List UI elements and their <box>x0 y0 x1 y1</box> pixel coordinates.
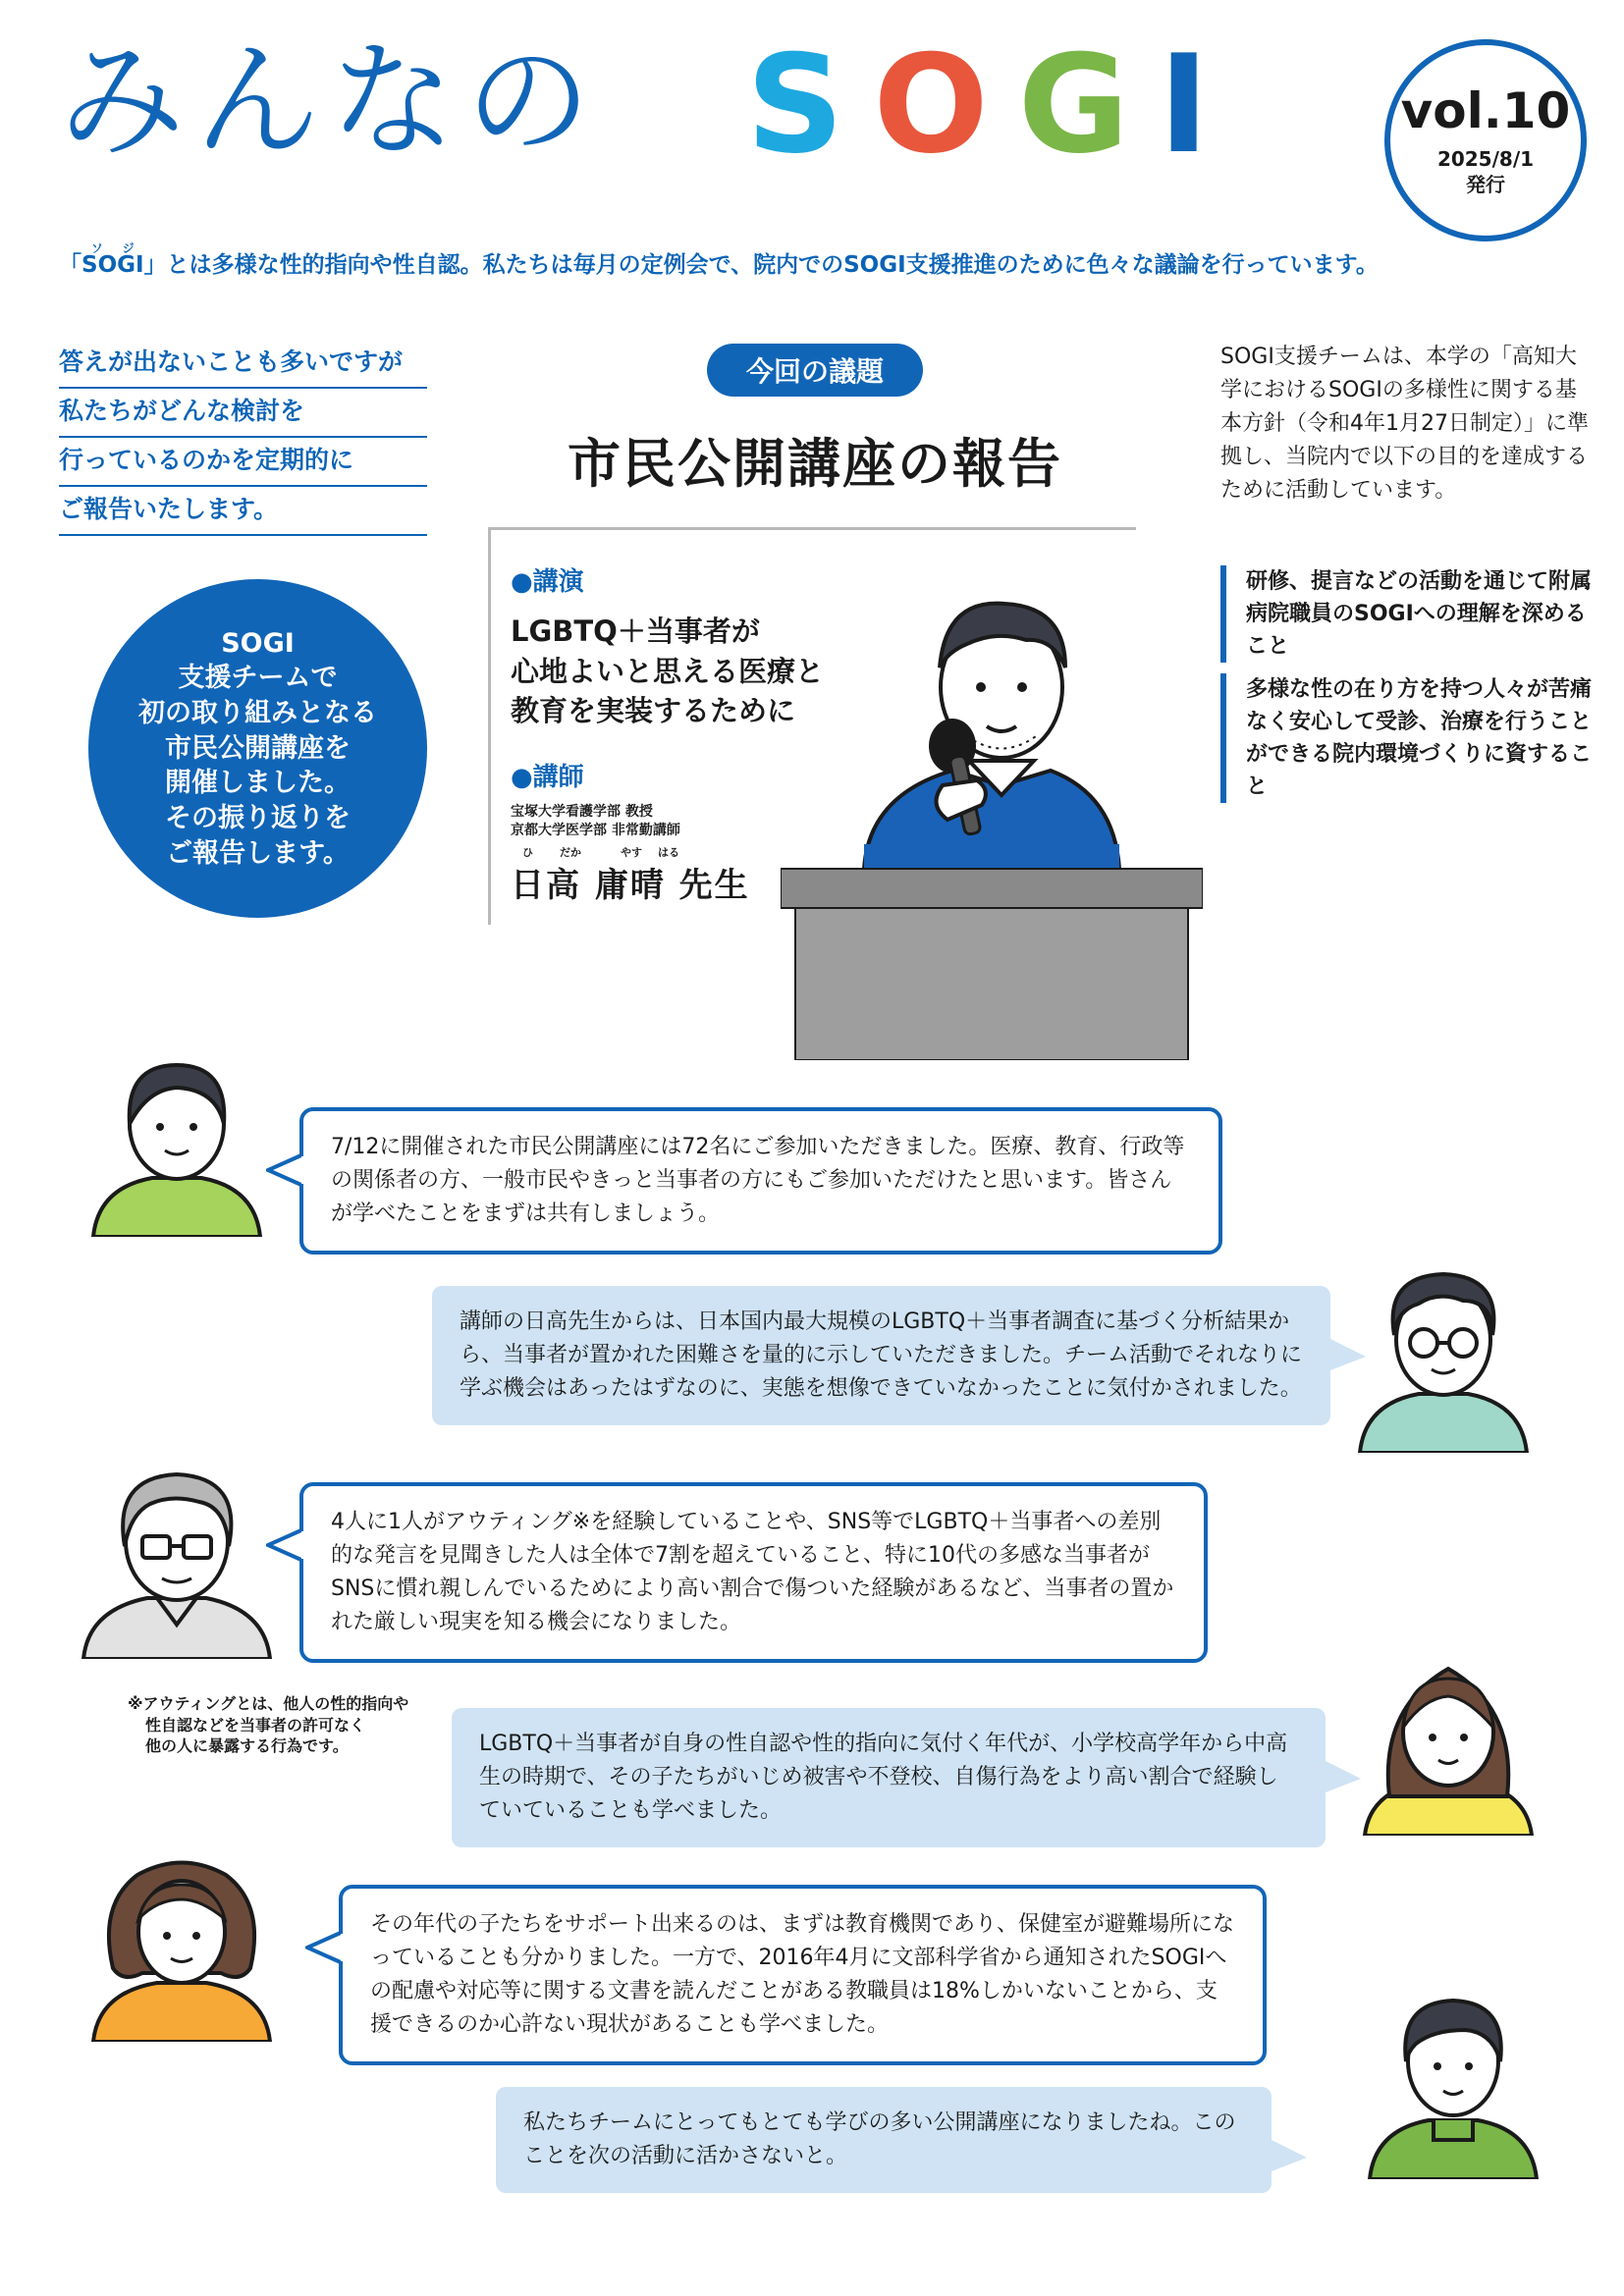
lecturer-affiliation: 京都大学医学部 非常勤講師 <box>511 822 680 838</box>
circle-line: SOGI <box>221 627 295 659</box>
title-letter-o: O <box>873 26 1018 184</box>
avatar-person-6 <box>1355 1973 1551 2179</box>
dialogue-bubble-4 <box>452 1708 1326 1847</box>
bubble-tail <box>266 1150 303 1190</box>
goal-item: 研修、提言などの活動を通じて附属病院職員のSOGIへの理解を深めること <box>1220 565 1594 663</box>
volume-badge <box>1384 39 1587 241</box>
dialogue-text: その年代の子たちをサポート出来るのは、まずは教育機関であり、保健室が避難場所になっていることも分かりました。一方で、2016年4月に文部科学省から通知されたSOGIへの配慮や対応等に関する文書を読んだことがある教職員は18%しかいないことから、支援できるのか心許ない現状があることも学べました。 <box>370 1912 1235 2038</box>
avatar-person-2 <box>1345 1247 1542 1453</box>
dialogue-text: LGBTQ＋当事者が自身の性自認や性的指向に気付く年代が、小学校高学年から中高生の時期で、その子たちがいじめ被害や不登校、自傷行為をより高い割合で経験していていることも学べました。 <box>479 1732 1288 1824</box>
dialogue-text: 4人に1人がアウティング※を経験していることや、SNS等でLGBTQ＋当事者への差別的な発言を見聞きした人は全体で7割を超えていること、特に10代の多感な当事者がSNSに慣れ親しんでいるためにより高い割合で傷ついた経験があるなど、当事者の置かれた厳しい現実を知る機会になりました。 <box>331 1510 1174 1635</box>
avatar-person-1 <box>79 1041 275 1237</box>
dialogue-text: 私たちチームにとってもとても学びの多い公開講座になりましたね。このことを次の活動に活かさないと。 <box>523 2110 1236 2169</box>
lecturer-name: 日高 庸晴 先生 <box>511 865 750 905</box>
ruby-daka: だか <box>560 845 581 859</box>
outing-footnote <box>128 1693 408 1757</box>
circle-line: 支援チームで <box>178 663 338 694</box>
lecturer-affiliation: 宝塚大学看護学部 教授 <box>511 803 653 820</box>
issue-date: 2025/8/1 <box>1436 147 1535 171</box>
lead-line: 私たちがどんな検討を <box>59 389 427 438</box>
dialogue-bubble-2 <box>432 1286 1330 1425</box>
newsletter-title-sogi <box>746 26 1239 184</box>
title-letter-i: I <box>1159 26 1239 184</box>
lead-line: ご報告いたします。 <box>59 487 427 536</box>
issue-label: 発行 <box>1466 173 1505 196</box>
intro-rest: 」とは多様な性的指向や性自認。私たちは毎月の定例会で、院内でのSOGI支援推進のために色々な議論を行っています。 <box>143 252 1379 278</box>
dialogue-text: 7/12に開催された市民公開講座には72名にご参加いただきました。医療、教育、行政等の関係者の方、一般市民やきっと当事者の方にもご参加いただけたと思います。皆さんが学べたことをまずは共有しましょう。 <box>331 1135 1185 1227</box>
dialogue-text: 講師の日高先生からは、日本国内最大規模のLGBTQ＋当事者調査に基づく分析結果から、当事者が置かれた困難さを量的に示していただきました。チーム活動でそれなりに学ぶ機会はあったはずなのに、実態を想像できていなかったことに気付かされました。 <box>460 1309 1303 1402</box>
circle-line: その振り返りを <box>165 802 351 833</box>
avatar-person-5 <box>79 1845 285 2042</box>
bubble-tail <box>305 1928 343 1967</box>
circle-line: ご報告します。 <box>166 837 350 869</box>
topic-label-pill: 今回の議題 <box>707 344 923 397</box>
circle-line: 初の取り組みとなる <box>138 698 377 729</box>
title-letter-g: G <box>1017 26 1159 184</box>
lecture-title-line: 心地よいと思える医療と <box>511 654 825 688</box>
note-line: 性自認などを当事者の許可なく <box>145 1715 366 1735</box>
lead-text <box>59 340 427 536</box>
lecture-title-line: 教育を実装するために <box>511 694 796 728</box>
dialogue-bubble-6 <box>496 2087 1272 2193</box>
title-letter-s: S <box>746 26 874 184</box>
circle-line: 市民公開講座を <box>165 732 351 764</box>
circle-line: 開催しました。 <box>165 768 351 799</box>
intro-sogi: SOGI <box>81 252 144 278</box>
speaker-illustration <box>781 550 1203 1060</box>
avatar-person-4 <box>1350 1649 1546 1836</box>
intro-text <box>59 241 1379 279</box>
ruby-hi: ひ <box>522 845 533 859</box>
goal-item: 多様な性の在り方を持つ人々が苦痛なく安心して受診、治療を行うことができる院内環境づくりに資すること <box>1220 673 1594 803</box>
topic-title: 市民公開講座の報告 <box>568 433 1062 495</box>
lead-line: 行っているのかを定期的に <box>59 438 427 487</box>
intro-sogi-ruby: ソジ <box>81 241 144 255</box>
newsletter-title-jp: みんなの <box>59 28 602 175</box>
lecture-heading: ●講演 <box>511 567 584 597</box>
ruby-haru: はる <box>658 845 679 859</box>
dialogue-bubble-1 <box>299 1107 1222 1255</box>
lead-line: 答えが出ないことも多いですが <box>59 340 427 389</box>
bubble-tail <box>266 1525 303 1565</box>
volume-number: vol.10 <box>1400 82 1571 139</box>
dialogue-bubble-5 <box>339 1885 1267 2065</box>
note-line: 他の人に暴露する行為です。 <box>145 1736 349 1756</box>
ruby-yasu: やす <box>621 845 642 859</box>
note-line: ※アウティングとは、他人の性的指向や <box>128 1694 409 1713</box>
intro-bracket: 「 <box>59 252 81 278</box>
dialogue-bubble-3 <box>299 1482 1208 1663</box>
team-purpose-text: SOGI支援チームは、本学の「高知大学におけるSOGIの多様性に関する基本方針（令和4年1月27日制定）」に準拠し、当院内で以下の目的を達成するために活動しています。 <box>1220 345 1589 504</box>
announcement-circle <box>88 579 427 918</box>
bubble-tail <box>1272 2136 1309 2175</box>
lecturer-heading: ●講師 <box>511 762 584 792</box>
avatar-person-3 <box>74 1453 280 1659</box>
lecture-title-line: LGBTQ＋当事者が <box>511 614 760 648</box>
